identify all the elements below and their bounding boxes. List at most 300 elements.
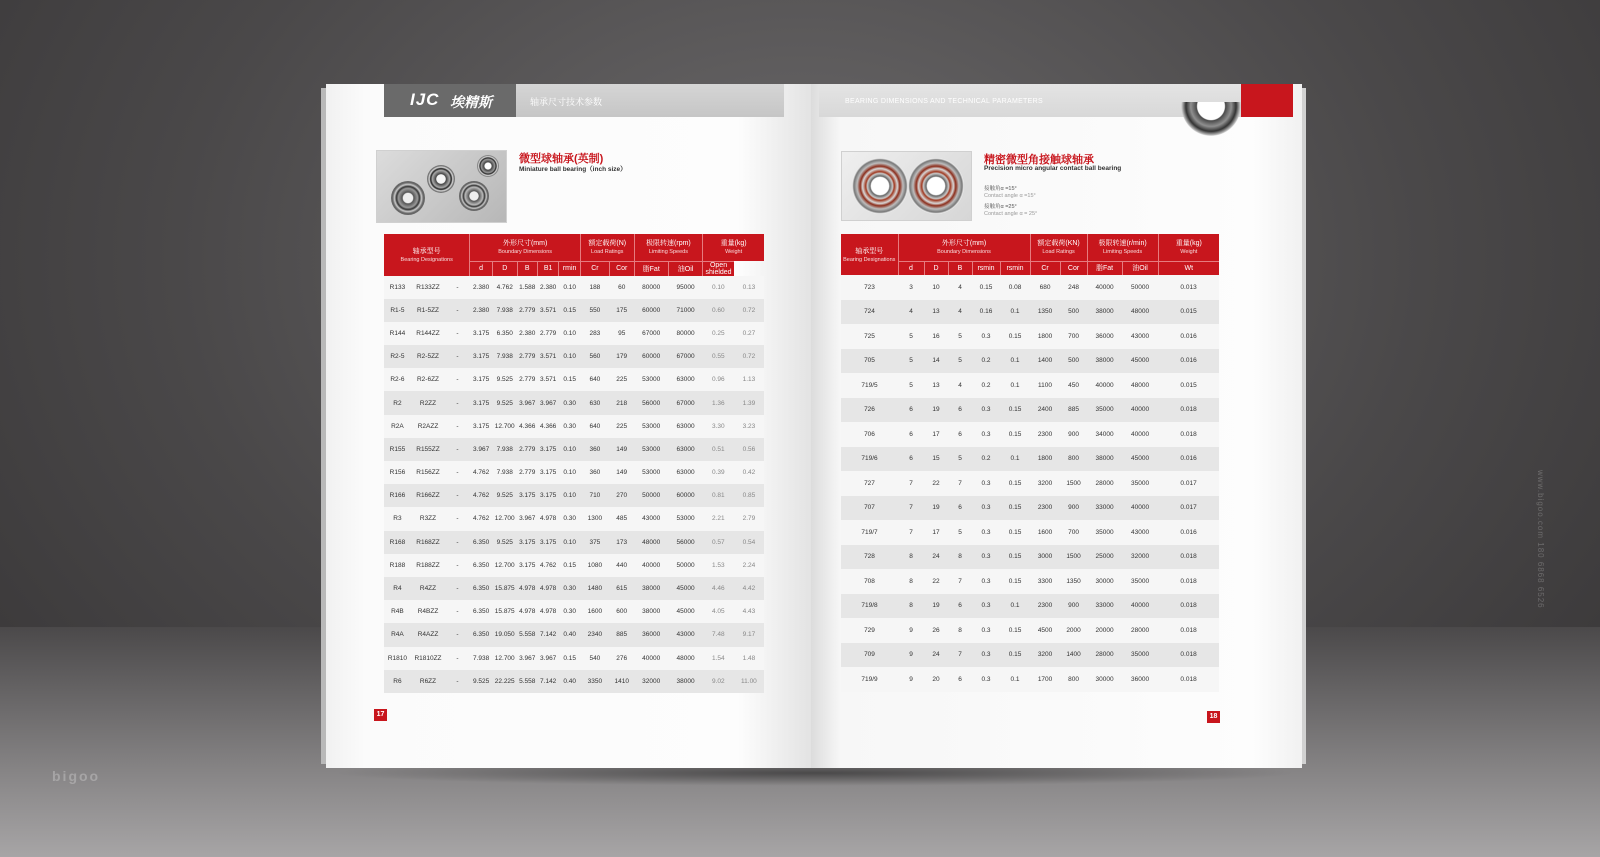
table-cell: 0.1 (1000, 349, 1030, 374)
table-cell: R133ZZ (411, 276, 445, 299)
section-title-cn: 精密微型角接触球轴承 (984, 154, 1094, 166)
table-cell: 60000 (634, 345, 668, 368)
table-row (384, 670, 764, 693)
table-cell: 9.525 (492, 484, 517, 507)
table-cell: 719/5 (841, 373, 898, 398)
table-cell: 680 (1030, 275, 1060, 300)
table-cell: 0.3 (972, 471, 1000, 496)
table-cell: 40000 (1122, 398, 1158, 423)
table-cell: R144 (384, 322, 411, 345)
table-cell: 0.016 (1158, 520, 1219, 545)
table-cell: 32000 (1122, 545, 1158, 570)
table-cell: 500 (1060, 300, 1087, 325)
table-cell: - (445, 391, 470, 414)
table-cell: 723 (841, 275, 898, 300)
table-cell: 8 (898, 594, 924, 619)
table-cell: 2.24 (734, 554, 764, 577)
table-row (841, 422, 1219, 447)
table-row (841, 496, 1219, 521)
table-cell: 3.967 (517, 391, 537, 414)
table-cell: 0.15 (1000, 496, 1030, 521)
table-cell: 9.525 (492, 531, 517, 554)
table-cell: 3.175 (537, 484, 558, 507)
table-cell: 0.81 (703, 484, 734, 507)
table-cell: 0.018 (1158, 618, 1219, 643)
group-header: 轴承型号 Bearing Designations (841, 234, 898, 275)
table-cell: 40000 (1087, 275, 1122, 300)
table-cell: 719/7 (841, 520, 898, 545)
table-cell: 7.938 (492, 299, 517, 322)
table-cell: 45000 (1122, 349, 1158, 374)
table-cell: 0.30 (559, 391, 581, 414)
table-cell: 0.15 (1000, 643, 1030, 668)
table-cell: 2.779 (537, 322, 558, 345)
table-cell: 4.366 (537, 415, 558, 438)
table-cell: 3.175 (517, 531, 537, 554)
table-cell: 0.10 (559, 322, 581, 345)
table-cell: 2.779 (517, 345, 537, 368)
table-cell: 12.700 (492, 507, 517, 530)
table-cell: 19.050 (492, 623, 517, 646)
table-cell: R155ZZ (411, 438, 445, 461)
group-header: 额定载荷(KN) Load Ratings (1030, 234, 1087, 261)
table-row (841, 471, 1219, 496)
table-cell: 7.938 (492, 345, 517, 368)
table-cell: - (445, 623, 470, 646)
table-cell: 53000 (668, 507, 702, 530)
table-cell: R166ZZ (411, 484, 445, 507)
table-row (384, 322, 764, 345)
table-row (384, 577, 764, 600)
section-title-cn: 微型球轴承(英制) (519, 153, 604, 165)
table-cell: 3200 (1030, 643, 1060, 668)
table-row (841, 618, 1219, 643)
table-cell: 5 (898, 373, 924, 398)
table-cell: 6.350 (470, 531, 493, 554)
table-cell: 0.018 (1158, 545, 1219, 570)
table-cell: 8 (948, 545, 972, 570)
table-cell: 6.350 (470, 623, 493, 646)
table-cell: 0.2 (972, 447, 1000, 472)
angular-contact-bearing-table (841, 234, 1219, 692)
table-cell: 6.350 (492, 322, 517, 345)
table-cell: 0.55 (703, 345, 734, 368)
table-cell: 60000 (668, 484, 702, 507)
table-cell: 0.56 (734, 438, 764, 461)
table-cell: R2-5ZZ (411, 345, 445, 368)
table-cell: 28000 (1087, 643, 1122, 668)
table-cell: 4.43 (734, 600, 764, 623)
table-cell: R2AZZ (411, 415, 445, 438)
table-cell: 1800 (1030, 324, 1060, 349)
table-cell: 40000 (1087, 373, 1122, 398)
table-cell: 0.1 (1000, 300, 1030, 325)
column-header: B1 (537, 261, 558, 276)
table-cell: 0.016 (1158, 447, 1219, 472)
table-cell: 0.13 (734, 276, 764, 299)
table-cell: 7.938 (492, 461, 517, 484)
table-cell: 0.15 (972, 275, 1000, 300)
table-cell: 0.3 (972, 643, 1000, 668)
table-cell: 0.08 (1000, 275, 1030, 300)
table-cell: 900 (1060, 422, 1087, 447)
table-cell: 0.72 (734, 345, 764, 368)
table-cell: - (445, 600, 470, 623)
table-cell: 485 (609, 507, 634, 530)
table-cell: 1.36 (703, 391, 734, 414)
table-cell: 706 (841, 422, 898, 447)
table-cell: 1300 (580, 507, 609, 530)
table-cell: 3.967 (517, 507, 537, 530)
table-cell: 9.525 (470, 670, 493, 693)
table-cell: 700 (1060, 520, 1087, 545)
table-cell: 900 (1060, 496, 1087, 521)
table-cell: 3.175 (517, 554, 537, 577)
table-row (841, 447, 1219, 472)
table-cell: 1.588 (517, 276, 537, 299)
table-cell: R2 (384, 391, 411, 414)
table-cell: 0.30 (559, 507, 581, 530)
table-cell: R3 (384, 507, 411, 530)
table-cell: 0.018 (1158, 643, 1219, 668)
table-cell: 707 (841, 496, 898, 521)
table-cell: 1.54 (703, 647, 734, 670)
table-cell: 885 (609, 623, 634, 646)
table-cell: 8 (948, 618, 972, 643)
table-cell: 615 (609, 577, 634, 600)
table-cell: 3.175 (470, 415, 493, 438)
table-cell: 30000 (1087, 569, 1122, 594)
header-red-block (1241, 84, 1293, 117)
table-cell: 38000 (1087, 300, 1122, 325)
table-cell: 3.571 (537, 345, 558, 368)
table-cell: 1410 (609, 670, 634, 693)
logo-latin-text: IJC (410, 90, 440, 109)
table-cell: 0.2 (972, 373, 1000, 398)
table-cell: 4.366 (517, 415, 537, 438)
table-cell: R168ZZ (411, 531, 445, 554)
table-cell: 53000 (634, 415, 668, 438)
table-cell: 3.30 (703, 415, 734, 438)
column-header: D (924, 261, 948, 275)
table-cell: 2000 (1060, 618, 1087, 643)
table-cell: 1.13 (734, 368, 764, 391)
table-cell: 2.779 (517, 368, 537, 391)
table-cell: 0.018 (1158, 667, 1219, 692)
table-cell: 1700 (1030, 667, 1060, 692)
table-cell: 40000 (1122, 594, 1158, 619)
column-header: B (517, 261, 537, 276)
note-cn: 接触角α =15° (984, 186, 1017, 192)
table-cell: 0.1 (1000, 594, 1030, 619)
table-cell: 540 (580, 647, 609, 670)
table-row (841, 398, 1219, 423)
table-cell: R1810 (384, 647, 411, 670)
table-cell: 450 (1060, 373, 1087, 398)
table-cell: - (445, 368, 470, 391)
table-cell: 2.21 (703, 507, 734, 530)
table-cell: 80000 (668, 322, 702, 345)
table-cell: 12.700 (492, 647, 517, 670)
table-cell: 1400 (1060, 643, 1087, 668)
table-cell: 7.142 (537, 670, 558, 693)
table-cell: 179 (609, 345, 634, 368)
table-cell: 188 (580, 276, 609, 299)
table-cell: 9.525 (492, 391, 517, 414)
table-cell: 9 (898, 643, 924, 668)
table-cell: 440 (609, 554, 634, 577)
table-cell: 4500 (1030, 618, 1060, 643)
table-cell: 3.571 (537, 299, 558, 322)
table-cell: R2ZZ (411, 391, 445, 414)
table-cell: 36000 (1087, 324, 1122, 349)
table-cell: 19 (924, 594, 948, 619)
table-cell: 729 (841, 618, 898, 643)
table-cell: 3.175 (537, 438, 558, 461)
table-cell: 50000 (634, 484, 668, 507)
table-cell: R4A (384, 623, 411, 646)
table-cell: 36000 (1122, 667, 1158, 692)
table-cell: 13 (924, 373, 948, 398)
table-cell: - (445, 299, 470, 322)
table-cell: 705 (841, 349, 898, 374)
table-cell: R2-5 (384, 345, 411, 368)
table-cell: 15.875 (492, 577, 517, 600)
table-cell: 0.015 (1158, 300, 1219, 325)
table-cell: 360 (580, 438, 609, 461)
page-number: 18 (1207, 711, 1220, 723)
table-cell: 719/8 (841, 594, 898, 619)
table-cell: R168 (384, 531, 411, 554)
table-cell: 0.017 (1158, 496, 1219, 521)
column-header: D (492, 261, 517, 276)
brand-logo (384, 84, 516, 117)
table-cell: 708 (841, 569, 898, 594)
table-cell: 63000 (668, 415, 702, 438)
contact-angle-note-1 (984, 186, 1036, 200)
table-cell: 0.10 (559, 531, 581, 554)
table-cell: 6.350 (470, 554, 493, 577)
table-cell: 6 (948, 398, 972, 423)
table-row (384, 415, 764, 438)
table-cell: 35000 (1087, 398, 1122, 423)
table-cell: - (445, 554, 470, 577)
group-header: 重量(kg) Weight (1158, 234, 1219, 261)
table-cell: 4 (948, 373, 972, 398)
table-row (384, 299, 764, 322)
table-cell: R4ZZ (411, 577, 445, 600)
table-cell: 1500 (1060, 471, 1087, 496)
table-cell: 33000 (1087, 496, 1122, 521)
table-cell: 0.42 (734, 461, 764, 484)
table-cell: 95 (609, 322, 634, 345)
logo-cn-text: 埃精斯 (450, 94, 492, 110)
table-cell: 225 (609, 368, 634, 391)
table-cell: 1600 (1030, 520, 1060, 545)
table-cell: 2400 (1030, 398, 1060, 423)
column-header: rsmin (972, 261, 1000, 275)
table-cell: 0.25 (703, 322, 734, 345)
table-cell: 0.96 (703, 368, 734, 391)
table-row (841, 545, 1219, 570)
table-cell: 0.10 (559, 461, 581, 484)
group-header: 外形尺寸(mm) Boundary Dimensions (470, 234, 581, 261)
table-row (841, 643, 1219, 668)
table-cell: 20 (924, 667, 948, 692)
table-cell: 149 (609, 461, 634, 484)
table-cell: 5 (948, 324, 972, 349)
table-cell: 1100 (1030, 373, 1060, 398)
table-cell: 2.380 (470, 276, 493, 299)
table-cell: 225 (609, 415, 634, 438)
table-cell: 67000 (668, 345, 702, 368)
table-cell: 2340 (580, 623, 609, 646)
table-cell: 4.978 (537, 577, 558, 600)
table-cell: 28000 (1122, 618, 1158, 643)
table-cell: 1500 (1060, 545, 1087, 570)
table-cell: 35000 (1087, 520, 1122, 545)
table-cell: 22 (924, 471, 948, 496)
table-cell: 1.53 (703, 554, 734, 577)
bearing-icon (1181, 102, 1241, 144)
table-cell: 3.175 (537, 531, 558, 554)
table-cell: 550 (580, 299, 609, 322)
group-header: 重量(kg) Weight (703, 234, 764, 261)
table-cell: 173 (609, 531, 634, 554)
table-cell: 800 (1060, 667, 1087, 692)
table-cell: 0.72 (734, 299, 764, 322)
table-cell: 9 (898, 667, 924, 692)
table-cell: 2300 (1030, 496, 1060, 521)
table-cell: R1-5 (384, 299, 411, 322)
table-cell: 95000 (668, 276, 702, 299)
table-cell: 3.23 (734, 415, 764, 438)
right-page (811, 84, 1302, 768)
table-cell: 63000 (668, 438, 702, 461)
table-cell: 15 (924, 447, 948, 472)
table-cell: 1080 (580, 554, 609, 577)
table-cell: 560 (580, 345, 609, 368)
table-cell: 35000 (1122, 643, 1158, 668)
table-cell: - (445, 670, 470, 693)
table-cell: 2.380 (470, 299, 493, 322)
table-cell: 3.967 (517, 647, 537, 670)
table-cell: 7 (898, 471, 924, 496)
table-cell: 34000 (1087, 422, 1122, 447)
left-page (326, 84, 811, 768)
table-cell: 38000 (634, 600, 668, 623)
table-cell: 0.15 (559, 299, 581, 322)
column-header: 油Oil (1122, 261, 1158, 275)
table-row (841, 324, 1219, 349)
table-cell: R156 (384, 461, 411, 484)
table-row (384, 276, 764, 299)
table-cell: 1800 (1030, 447, 1060, 472)
table-cell: 71000 (668, 299, 702, 322)
table-cell: 4.762 (537, 554, 558, 577)
table-cell: 35000 (1122, 471, 1158, 496)
table-cell: 7 (898, 520, 924, 545)
table-cell: 6.350 (470, 600, 493, 623)
table-cell: 67000 (634, 322, 668, 345)
table-cell: 7 (948, 569, 972, 594)
group-header: 外形尺寸(mm) Boundary Dimensions (898, 234, 1030, 261)
table-cell: 719/6 (841, 447, 898, 472)
right-header-title: BEARING DIMENSIONS AND TECHNICAL PARAMETERS (845, 98, 1043, 105)
table-cell: 43000 (668, 623, 702, 646)
table-cell: R1-5ZZ (411, 299, 445, 322)
table-cell: 4.762 (470, 484, 493, 507)
table-cell: 6 (948, 594, 972, 619)
table-cell: 0.15 (1000, 569, 1030, 594)
table-cell: 0.15 (559, 368, 581, 391)
table-cell: 709 (841, 643, 898, 668)
table-cell: 4.762 (470, 461, 493, 484)
table-cell: 0.15 (559, 554, 581, 577)
table-cell: 5.558 (517, 623, 537, 646)
table-cell: R4BZZ (411, 600, 445, 623)
table-cell: R4AZZ (411, 623, 445, 646)
table-cell: 63000 (668, 368, 702, 391)
table-row (384, 600, 764, 623)
table-cell: 0.3 (972, 618, 1000, 643)
table-cell: 48000 (1122, 373, 1158, 398)
table-cell: 0.15 (1000, 471, 1030, 496)
table-cell: 0.10 (703, 276, 734, 299)
group-header: 额定载荷(N) Load Ratings (580, 234, 634, 261)
table-cell: 630 (580, 391, 609, 414)
table-cell: 11.00 (734, 670, 764, 693)
table-cell: 728 (841, 545, 898, 570)
table-cell: 2300 (1030, 594, 1060, 619)
column-header: Wt (1158, 261, 1219, 275)
table-cell: 12.700 (492, 415, 517, 438)
contact-angle-note-2 (984, 204, 1037, 218)
table-cell: 248 (1060, 275, 1087, 300)
table-cell: 0.10 (559, 438, 581, 461)
table-cell: 500 (1060, 349, 1087, 374)
table-cell: 885 (1060, 398, 1087, 423)
table-cell: 7 (948, 643, 972, 668)
table-cell: 0.3 (972, 496, 1000, 521)
table-cell: R166 (384, 484, 411, 507)
table-cell: - (445, 415, 470, 438)
table-cell: 0.017 (1158, 471, 1219, 496)
table-cell: 6 (898, 422, 924, 447)
table-cell: 0.40 (559, 670, 581, 693)
section-title-en: Miniature ball bearing（inch size） (519, 166, 627, 173)
column-header: Cr (580, 261, 609, 276)
column-header: Cr (1030, 261, 1060, 275)
table-cell: 19 (924, 398, 948, 423)
table-cell: 19 (924, 496, 948, 521)
table-cell: 0.15 (1000, 324, 1030, 349)
table-row (841, 520, 1219, 545)
table-row (841, 349, 1219, 374)
table-cell: 40000 (634, 647, 668, 670)
table-cell: 2.380 (517, 322, 537, 345)
table-cell: 0.1 (1000, 667, 1030, 692)
column-header: d (470, 261, 493, 276)
table-cell: 22.225 (492, 670, 517, 693)
table-cell: 4.978 (517, 577, 537, 600)
column-header: 油Oil (668, 261, 702, 276)
table-cell: 4.762 (492, 276, 517, 299)
table-cell: - (445, 647, 470, 670)
column-header: 脂Fat (1087, 261, 1122, 275)
table-cell: 0.016 (1158, 324, 1219, 349)
table-cell: 6 (898, 447, 924, 472)
